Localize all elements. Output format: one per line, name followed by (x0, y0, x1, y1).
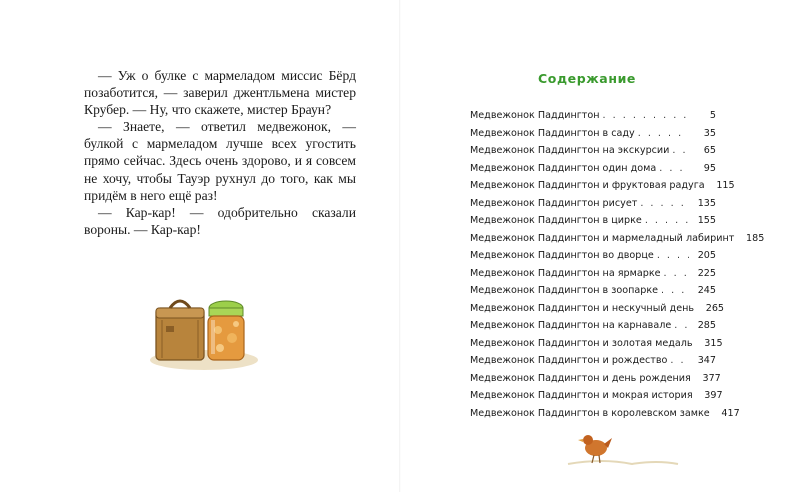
toc-entry-page: 225 (697, 267, 716, 279)
toc-entry-page: 135 (697, 197, 716, 209)
toc-entry-page: 245 (697, 285, 716, 296)
toc-entry-page: 417 (721, 407, 740, 419)
toc-entry-title: Медвежонок Паддингтон один дома (470, 162, 657, 174)
toc-entry-page: 265 (705, 302, 725, 314)
toc-leader-dots (672, 145, 689, 156)
toc-entry-page: 95 (703, 162, 716, 174)
toc-entry-title: Медвежонок Паддингтон на ярмарке (470, 267, 661, 279)
toc-leader-dots (661, 285, 689, 296)
toc-entry (470, 163, 716, 181)
toc-leader-dots (640, 198, 689, 209)
toc-entry (470, 198, 716, 216)
paragraph: — Уж о булке с мармеладом миссис Бёрд позаботится, — заверил джентльмена мистер Крубер. — Ну, что скажете, мистер Браун? (84, 68, 356, 118)
paragraph: — Кар-кар! — одобрительно сказали вороны. — Кар-кар! (84, 204, 356, 237)
toc-entry-title: Медвежонок Паддингтон и нескучный день (470, 302, 695, 314)
table-of-contents (470, 110, 765, 425)
toc-entry-title: Медвежонок Паддингтон и фруктовая радуга (470, 180, 705, 191)
toc-entry-page: 35 (703, 127, 716, 139)
toc-leader-dots (674, 320, 689, 331)
toc-entry-title: Медвежонок Паддингтон (470, 110, 600, 121)
toc-leader-dots (659, 163, 689, 174)
toc-entry-title: Медвежонок Паддингтон и мокрая история (470, 390, 693, 401)
toc-entry-page: 65 (703, 145, 716, 156)
toc-entry (470, 355, 716, 373)
toc-entry (470, 250, 716, 268)
toc-entry-page: 347 (697, 355, 716, 366)
toc-entry-title: Медвежонок Паддингтон на экскурсии (470, 145, 670, 156)
toc-leader-dots (664, 268, 689, 279)
toc-entry-title: Медвежонок Паддингтон на карнавале (470, 320, 672, 331)
toc-entry (470, 128, 716, 146)
toc-entry-page: 115 (716, 180, 735, 191)
left-page-text (84, 67, 356, 238)
toc-leader-dots (657, 250, 689, 261)
toc-entry-title: Медвежонок Паддингтон в зоопарке (470, 285, 659, 296)
toc-entry-page: 185 (746, 232, 765, 244)
toc-entry-page: 155 (697, 215, 716, 226)
toc-entry-title: Медвежонок Паддингтон и золотая медаль (470, 337, 693, 349)
toc-entry (470, 268, 716, 286)
toc-entry (470, 285, 716, 303)
toc-entry-page: 205 (697, 250, 716, 261)
toc-entry (470, 390, 723, 408)
bird-icon (562, 420, 682, 470)
toc-entry-page: 397 (704, 390, 723, 401)
toc-entry (470, 145, 716, 163)
toc-entry (470, 180, 735, 198)
toc-entry-page: 315 (704, 337, 723, 349)
toc-entry (470, 320, 716, 338)
toc-entry (470, 215, 716, 233)
toc-entry-title: Медвежонок Паддингтон и день рождения (470, 372, 691, 384)
toc-entry-title: Медвежонок Паддингтон во дворце (470, 250, 654, 261)
toc-entry-title: Медвежонок Паддингтон в цирке (470, 215, 642, 226)
toc-entry (470, 302, 725, 321)
toc-entry-title: Медвежонок Паддингтон и рождество (470, 355, 668, 366)
toc-leader-dots (603, 110, 689, 121)
toc-entry-page: 377 (702, 372, 721, 384)
toc-leader-dots (638, 128, 689, 139)
toc-leader-dots (645, 215, 689, 226)
suitcase-and-marmalade-jar-icon (148, 278, 260, 372)
toc-entry (470, 110, 716, 128)
paragraph: — Знаете, — ответил медвежонок, — булкой с мармеладом лучше всех угостить прямо сейчас. Здесь очень здорово, и я совсем не хочу, чтобы Тауэр рухнул до того, как мы придём в него ещё раз! (84, 119, 356, 203)
toc-entry (470, 337, 723, 356)
toc-entry-title: Медвежонок Паддингтон рисует (470, 197, 638, 209)
toc-entry-page: 5 (709, 110, 716, 121)
toc-entry-title: Медвежонок Паддингтон в королевском замке (470, 407, 710, 419)
page-gutter (399, 0, 401, 492)
toc-title: Содержание (537, 71, 637, 86)
toc-entry-title: Медвежонок Паддингтон в саду (470, 127, 635, 139)
toc-entry-page: 285 (697, 320, 716, 331)
toc-entry (470, 232, 765, 251)
toc-entry-title: Медвежонок Паддингтон и мармеладный лабиринт (470, 232, 735, 244)
toc-leader-dots (670, 355, 689, 366)
toc-entry (470, 372, 721, 391)
